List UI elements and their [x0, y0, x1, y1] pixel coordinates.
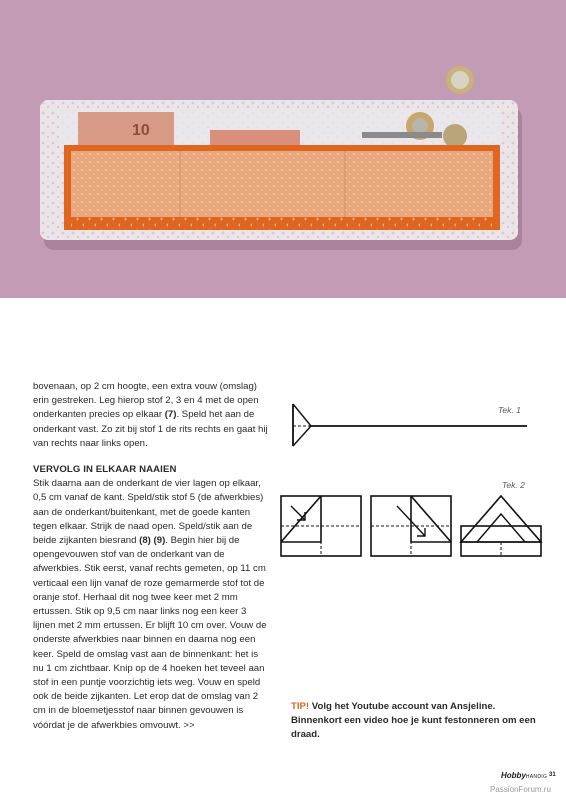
pouch-photo-illustration [0, 0, 566, 298]
body-text-column [33, 380, 271, 733]
figure-ref-9: (9) [153, 535, 166, 547]
paragraph-intro-text-a: bovenaan, op 2 cm hoogte, een extra vouw (omslag) erin gestreken. Leg hierop stof 2, 3 en 4 met de open onderkanten precies op elkaar [33, 381, 259, 421]
fold-step-3 [461, 496, 541, 556]
figure-1-diagram [289, 398, 529, 450]
paragraph-intro [33, 380, 271, 451]
hero-photo [0, 0, 566, 298]
paragraph-instructions-text-a: Stik daarna aan de onderkant de vier lagen op elkaar, 0,5 cm vanaf de kant. Speld/stik stof 5 (de afwerkbies) aan de onderkant/buitenkant, met de goede kanten tegen elkaar. Strijk de naad open. Speld/stik aan de beide zijkanten biesrand [33, 478, 264, 547]
tip-text: Volg het Youtube account van Ansjeline. Binnenkort een video hoe je kunt festonneren om een draad. [291, 701, 536, 740]
paragraph-instructions-text-b: . Begin hier bij de opengevouwen stof van de onderkant van de afwerkbies. Stik eerst, vanaf rechts gemeten, op 11 cm verticaal een lijn vanaf de roze gemarmerde stof tot de oranje stof. Herhaal dit nog twee keer met 2 mm ertussen. Stik op 9,5 cm naar links nog een keer 3 lijnen met 2 mm ertussen. Er blijft 10 cm over. Vouw de onderste afwerkbies naar binnen en daarna nog een keer. Speld de omslag vast aan de binnenkant: het is nu 1 cm zichtbaar. Knip op de 4 hoeken het teveel aan stof in een puntje voorzichtig iets weg. Vouw en speld ook de beide zijkanten. Let erop dat de omslag van 2 cm in de bloemetjesstof naar binnen gevouwen is vóórdat je de afwerkbies omvouwt. >> [33, 535, 267, 731]
page-number: 31 [549, 772, 556, 778]
tip-label: TIP! [291, 701, 310, 712]
figure-2-label: Tek. 2 [502, 480, 525, 490]
figure-ref-7: (7) [164, 409, 177, 421]
fold-step-2 [371, 496, 451, 556]
section-heading: VERVOLG IN ELKAAR NAAIEN [33, 464, 177, 476]
fold-step-1 [281, 496, 361, 556]
watermark: PassionForum.ru [490, 785, 551, 794]
brand-logo: HobbyHANDIG [501, 771, 548, 780]
figure-2-diagram [275, 490, 545, 570]
svg-text:10: 10 [132, 122, 150, 139]
figure-ref-8: (8) [139, 535, 151, 547]
paragraph-intro-text-b: . Speld het aan de onderkant vast. Zo zit bij stof 1 de rits rechts en gaat hij van rechts naar links open. [33, 409, 268, 449]
tip-box [291, 700, 541, 742]
paragraph-instructions [33, 477, 271, 733]
figure-1-label: Tek. 1 [498, 405, 521, 415]
